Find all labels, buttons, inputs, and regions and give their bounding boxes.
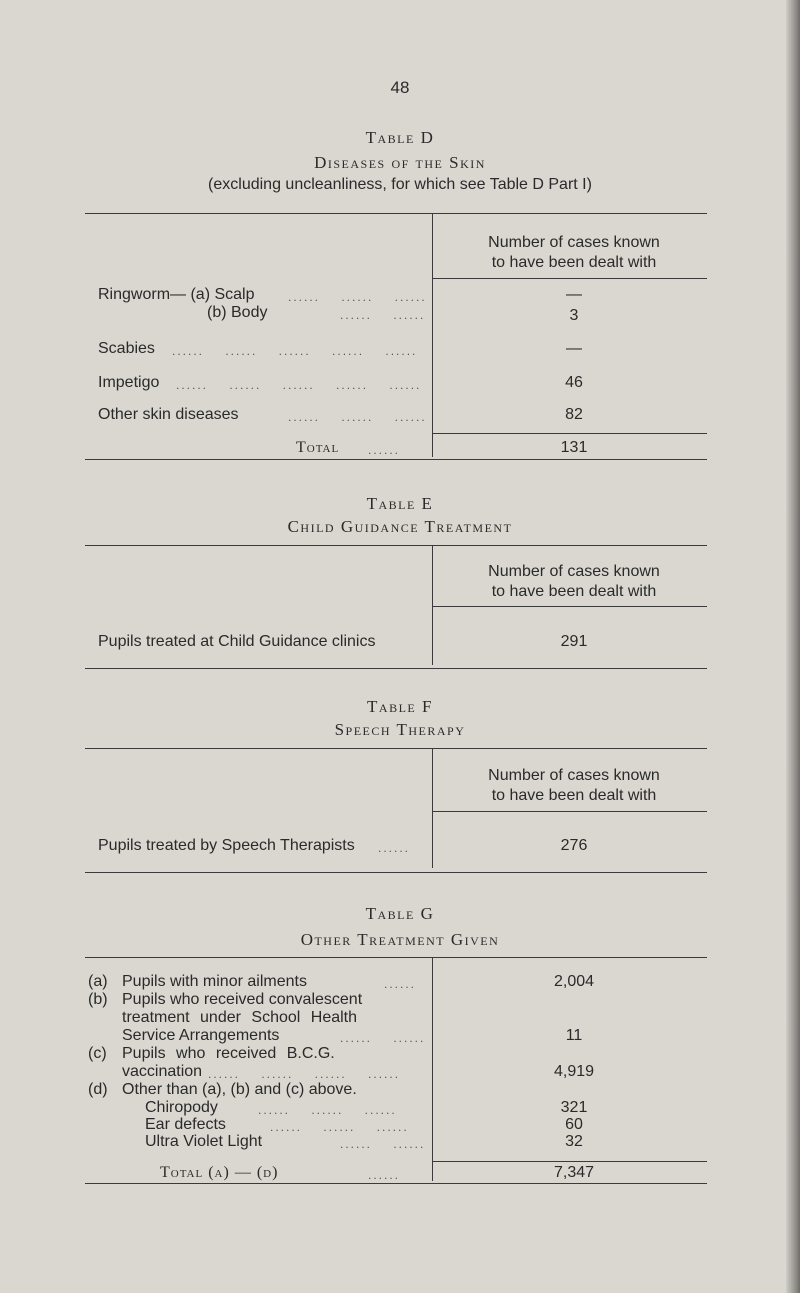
table-d-value-other-skin: 82: [565, 406, 583, 423]
leader-dots: ...... ...... ...... ...... ......: [172, 344, 418, 358]
table-d-row-scabies: Scabies: [98, 340, 155, 357]
table-g-value-ultra-violet: 32: [565, 1133, 583, 1150]
table-g-item-a-value: 2,004: [553, 973, 595, 990]
table-e-row-value: 291: [560, 633, 588, 650]
table-e-top-rule: [85, 545, 707, 546]
table-d-note: (excluding uncleanliness, for which see Table D Part I): [208, 176, 592, 193]
leader-dots: ...... ...... ...... ......: [208, 1067, 401, 1081]
table-g-total-label: Total (a) — (d): [160, 1164, 279, 1181]
table-e-column-divider: [432, 545, 433, 665]
table-g-item-c-label-1: Pupils who received B.C.G.: [122, 1045, 335, 1062]
table-e-row-label: Pupils treated at Child Guidance clinics: [98, 633, 376, 650]
leader-dots: ...... ......: [340, 1137, 426, 1151]
table-d-header-line-2: to have been dealt with: [491, 254, 657, 271]
table-d-title: Table D: [365, 128, 435, 147]
leader-dots: ...... ......: [340, 1031, 426, 1045]
leader-dots: ......: [378, 841, 411, 855]
table-g-item-c-label-2: vaccination: [122, 1063, 203, 1080]
table-e-header-line-2: to have been dealt with: [491, 583, 657, 600]
table-g-column-divider: [432, 957, 433, 1181]
table-f-title: Table F: [367, 697, 433, 716]
table-g-bottom-rule: [85, 1183, 707, 1184]
table-g-item-b-letter: (b): [88, 991, 108, 1008]
table-e-title: Table E: [366, 494, 434, 513]
table-g-total-rule: [432, 1161, 707, 1162]
leader-dots: ...... ...... ......: [270, 1120, 409, 1134]
table-g-title: Table G: [365, 904, 435, 923]
table-g-item-b-label-2: treatment under School Health: [122, 1009, 358, 1026]
table-d-value-impetigo: 46: [565, 374, 583, 391]
table-d-row-ringworm-body: (b) Body: [207, 304, 268, 321]
table-d-row-ringworm-scalp: Ringworm— (a) Scalp: [98, 286, 255, 303]
table-g-item-c-letter: (c): [88, 1045, 107, 1062]
table-d-column-divider: [432, 213, 433, 457]
table-d-value-ringworm-scalp: —: [566, 286, 582, 303]
table-f-header-line-2: to have been dealt with: [491, 787, 657, 804]
table-d-bottom-rule: [85, 459, 707, 460]
leader-dots: ...... ...... ......: [258, 1103, 397, 1117]
table-d-top-rule: [85, 213, 707, 214]
table-g-item-c-value: 4,919: [553, 1063, 595, 1080]
table-g-item-a-letter: (a): [88, 973, 108, 990]
table-d-column-header: [434, 233, 714, 273]
table-g-top-rule: [85, 957, 707, 958]
leader-dots: ......: [384, 977, 417, 991]
table-g-total-value: 7,347: [553, 1164, 595, 1181]
leader-dots: ...... ......: [340, 308, 426, 322]
table-f-column-header: [434, 766, 714, 806]
table-g-value-chiropody: 321: [560, 1099, 588, 1116]
table-d-header-line-1: Number of cases known: [488, 234, 660, 251]
table-f-bottom-rule: [85, 872, 707, 873]
table-f-subtitle: Speech Therapy: [334, 720, 466, 739]
leader-dots: ......: [368, 443, 401, 457]
table-f-row-value: 276: [560, 837, 588, 854]
table-d-row-impetigo: Impetigo: [98, 374, 160, 391]
table-g-item-a-label: Pupils with minor ailments: [122, 973, 307, 990]
leader-dots: ...... ...... ......: [288, 290, 427, 304]
table-e-bottom-rule: [85, 668, 707, 669]
table-g-item-d-label: Other than (a), (b) and (c) above.: [122, 1081, 357, 1098]
table-d-header-rule: [432, 278, 707, 279]
table-d-value-ringworm-body: 3: [569, 307, 579, 324]
table-g-subtitle: Other Treatment Given: [300, 930, 500, 949]
table-g-item-b-label-1: Pupils who received convalescent: [122, 991, 363, 1008]
leader-dots: ......: [368, 1168, 401, 1182]
table-g-item-d-ultra-violet: Ultra Violet Light: [145, 1133, 263, 1150]
table-d-total-value: 131: [560, 439, 588, 456]
table-e-header-rule: [432, 606, 707, 607]
table-d-row-other-skin: Other skin diseases: [98, 406, 239, 423]
table-d-total-label: Total: [296, 439, 340, 456]
table-g-item-b-label-3: Service Arrangements: [122, 1027, 280, 1044]
table-f-row-label: Pupils treated by Speech Therapists: [98, 837, 355, 854]
table-f-header-rule: [432, 811, 707, 812]
leader-dots: ...... ...... ...... ...... ......: [176, 378, 422, 392]
table-g-item-d-letter: (d): [88, 1081, 108, 1098]
table-e-subtitle: Child Guidance Treatment: [287, 517, 513, 536]
table-e-header-line-1: Number of cases known: [488, 563, 660, 580]
table-g-value-ear-defects: 60: [565, 1116, 583, 1133]
leader-dots: ...... ...... ......: [288, 410, 427, 424]
table-f-top-rule: [85, 748, 707, 749]
table-g-item-d-ear-defects: Ear defects: [145, 1116, 226, 1133]
table-g-item-b-value: 11: [565, 1027, 583, 1044]
table-f-column-divider: [432, 748, 433, 868]
table-d-total-rule: [432, 433, 707, 434]
table-d-subtitle: Diseases of the Skin: [314, 153, 486, 172]
table-f-header-line-1: Number of cases known: [488, 767, 660, 784]
table-d-value-scabies: —: [566, 340, 582, 357]
table-g-item-d-chiropody: Chiropody: [145, 1099, 218, 1116]
page-number: 48: [390, 78, 410, 97]
table-e-column-header: [434, 562, 714, 602]
